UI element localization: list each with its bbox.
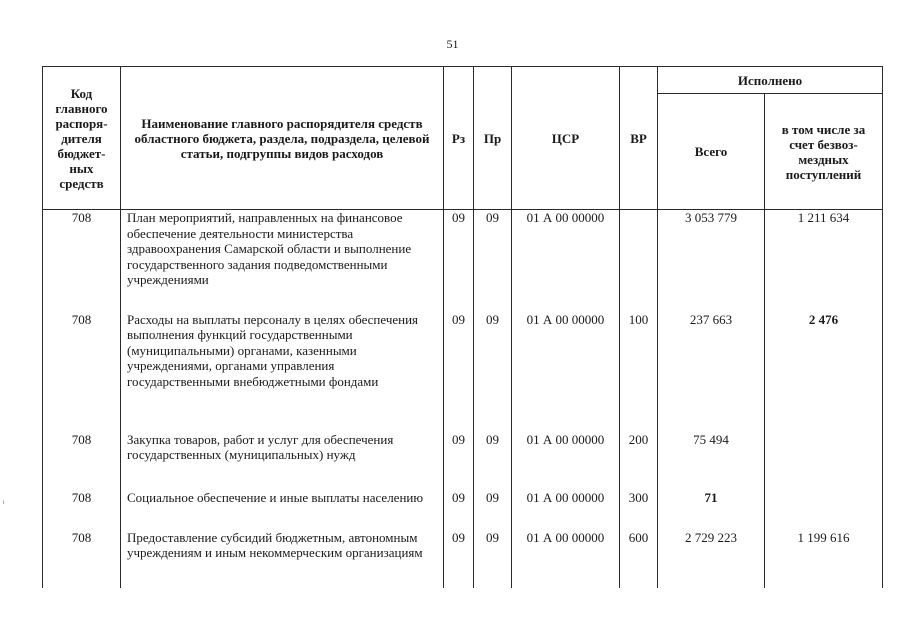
row-pr: 09 xyxy=(474,432,512,490)
row-name: Расходы на выплаты персоналу в целях обеспечения выполнения функций государственными (муниципальными) органами, казенными учреждениями, органами управления государственными внебюджетными фондами xyxy=(121,312,444,432)
row-grant: 1 199 616 xyxy=(765,530,883,588)
row-csr: 01 А 00 00000 xyxy=(512,530,620,588)
row-pr: 09 xyxy=(474,490,512,530)
row-code: 708 xyxy=(43,312,121,432)
header-name: Наименование главного распорядителя средств областного бюджета, раздела, подраздела, целевой статьи, подгруппы видов расходов xyxy=(121,67,444,210)
row-total: 75 494 xyxy=(658,432,765,490)
row-name: Предоставление субсидий бюджетным, автономным учреждениям и иным некоммерческим организациям xyxy=(121,530,444,588)
row-pr: 09 xyxy=(474,312,512,432)
row-total: 237 663 xyxy=(658,312,765,432)
row-name: Закупка товаров, работ и услуг для обеспечения государственных (муниципальных) нужд xyxy=(121,432,444,490)
row-vr: 100 xyxy=(620,312,658,432)
header-vr: ВР xyxy=(620,67,658,210)
header-pr: Пр xyxy=(474,67,512,210)
row-rz: 09 xyxy=(444,432,474,490)
row-rz: 09 xyxy=(444,210,474,312)
row-code: 708 xyxy=(43,530,121,588)
row-rz: 09 xyxy=(444,312,474,432)
row-name: Социальное обеспечение и иные выплаты населению xyxy=(121,490,444,530)
row-vr: 600 xyxy=(620,530,658,588)
row-pr: 09 xyxy=(474,210,512,312)
row-grant xyxy=(765,432,883,490)
budget-execution-table xyxy=(42,66,883,588)
table-row xyxy=(43,432,883,490)
row-code: 708 xyxy=(43,210,121,312)
header-executed: Исполнено xyxy=(658,67,883,94)
header-rz: Рз xyxy=(444,67,474,210)
table-row xyxy=(43,312,883,432)
header-total: Всего xyxy=(658,94,765,210)
header-code: Код главного распоря-дителя бюджет-ных средств xyxy=(43,67,121,210)
row-csr: 01 А 00 00000 xyxy=(512,210,620,312)
table-row xyxy=(43,490,883,530)
row-vr: 300 xyxy=(620,490,658,530)
table-row xyxy=(43,530,883,588)
row-total: 2 729 223 xyxy=(658,530,765,588)
row-total: 71 xyxy=(658,490,765,530)
row-code: 708 xyxy=(43,490,121,530)
row-rz: 09 xyxy=(444,530,474,588)
margin-scan-mark: ᵢ xyxy=(3,497,5,507)
page-number: 51 xyxy=(446,37,459,51)
row-code: 708 xyxy=(43,432,121,490)
row-vr: 200 xyxy=(620,432,658,490)
row-vr xyxy=(620,210,658,312)
row-csr: 01 А 00 00000 xyxy=(512,312,620,432)
row-csr: 01 А 00 00000 xyxy=(512,490,620,530)
row-grant: 2 476 xyxy=(765,312,883,432)
header-csr: ЦСР xyxy=(512,67,620,210)
table-row xyxy=(43,210,883,312)
row-pr: 09 xyxy=(474,530,512,588)
header-grant: в том числе за счет безвоз-мездных поступлений xyxy=(765,94,883,210)
row-grant: 1 211 634 xyxy=(765,210,883,312)
row-name: План мероприятий, направленных на финансовое обеспечение деятельности министерства здравоохранения Самарской области и выполнение государственного задания подведомственными учреждениями xyxy=(121,210,444,312)
row-rz: 09 xyxy=(444,490,474,530)
row-grant xyxy=(765,490,883,530)
row-csr: 01 А 00 00000 xyxy=(512,432,620,490)
row-total: 3 053 779 xyxy=(658,210,765,312)
